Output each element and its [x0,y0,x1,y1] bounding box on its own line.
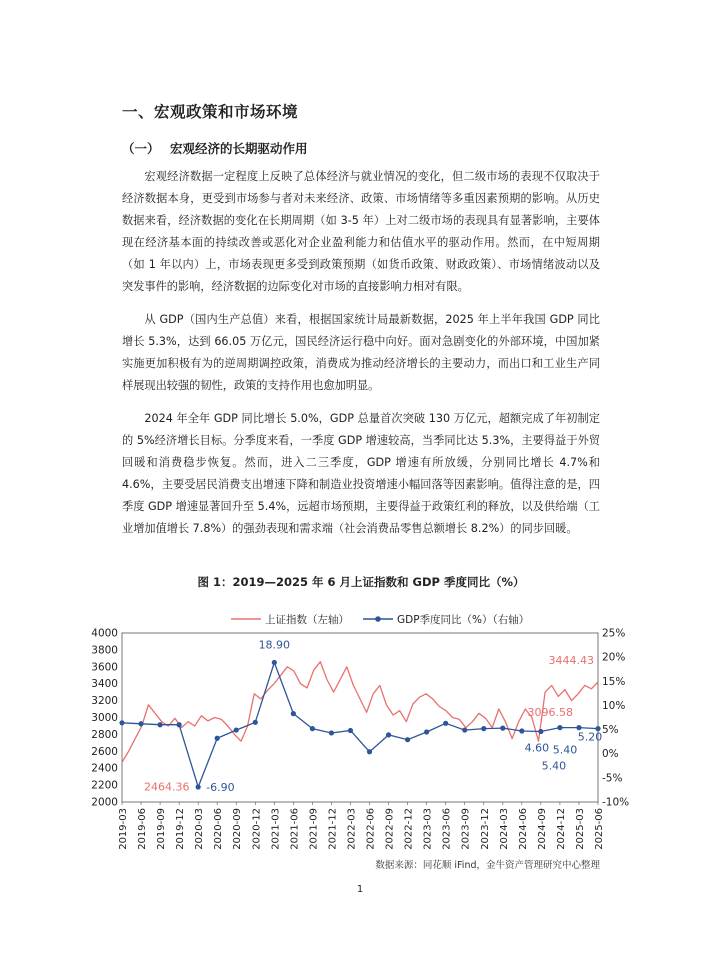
gdp-point [557,725,562,730]
x-axis-tick-label: 2021-06 [289,808,301,850]
x-axis-tick-label: 2019-06 [137,808,149,850]
x-axis-tick-label: 2023-09 [460,808,472,850]
subsection-number: （一） [122,141,160,156]
gdp-point [424,729,429,734]
gdp-point [500,726,505,731]
data-label: -6.90 [206,781,235,795]
right-axis-tick: 20% [602,651,626,664]
x-axis-tick-label: 2020-06 [213,808,225,850]
gdp-point [329,730,334,735]
right-axis-tick: 10% [602,699,626,712]
right-axis-tick: 15% [602,675,626,688]
gdp-point [272,660,277,665]
x-axis-tick-label: 2022-03 [346,808,358,850]
data-label: 5.40 [541,759,567,773]
left-axis-tick: 2800 [91,728,118,741]
gdp-point [538,729,543,734]
gdp-point [310,726,315,731]
subsection-title: 宏观经济的长期驱动作用 [170,141,308,156]
source-note: 数据来源：同花顺 iFind，金牛资产管理研究中心整理 [375,860,600,871]
left-axis-tick: 3000 [91,712,118,724]
x-axis-tick-label: 2023-12 [479,808,491,850]
paragraph-3: 2024 年全年 GDP 同比增长 5.0%，GDP 总量首次突破 130 万亿元，超额完成了年初制定的 5%经济增长目标。分季度来看，一季度 GDP 增速较高，当季同比达 5.3%，主要得益于外贸回暖和消费稳步恢复。然而，进入二三季度，GDP 增速有所放缓，分别同比增长 4.7%和 4.6%，主要受居民消费支出增速下降和制造业投资增速小幅回落等因素影响。值得注意的是，四季度 GDP 增速显著回升至 5.4%，远超市场预期，主要得益于政策红利的释放，以及供给端（工业增加值增长 7.8%）的强劲表现和需求端（社会消费品零售总额增长 8.2%）的同步回暖。 [122,412,600,535]
x-axis-tick-label: 2020-09 [232,808,244,850]
x-axis-tick-label: 2019-03 [118,808,129,850]
page-number: 1 [356,884,364,895]
gdp-point [196,784,201,789]
gdp-point [386,732,391,737]
gdp-point [348,728,353,733]
left-axis-tick: 3400 [91,678,118,691]
legend-marker-gdp [375,616,381,622]
gdp-point [138,721,143,726]
right-axis-tick: -10% [602,796,630,809]
gdp-point [443,721,448,726]
x-axis-tick-label: 2025-06 [594,808,605,850]
data-label: 18.90 [258,638,291,652]
left-axis-tick: 3200 [91,695,118,708]
subsection-heading [122,139,308,157]
gdp-point [481,726,486,731]
figure-title: 图 1：2019—2025 年 6 月上证指数和 GDP 季度同比（%） [197,575,525,589]
left-axis-tick: 4000 [91,627,118,640]
right-axis-tick: 25% [602,627,626,640]
right-axis-tick: -5% [602,772,623,785]
x-axis-tick-label: 2021-09 [308,808,320,850]
x-axis-tick-label: 2021-03 [270,808,282,850]
left-axis-tick: 3800 [91,644,118,657]
right-axis-tick: 5% [602,724,619,737]
x-axis-tick-label: 2024-06 [517,808,529,850]
gdp-point [576,725,581,730]
data-label: 4.60 [524,741,550,755]
left-axis-tick: 2000 [91,796,118,809]
x-axis-tick-label: 2024-03 [498,808,510,850]
x-axis-tick-label: 2021-12 [327,808,339,850]
x-axis-tick-label: 2024-09 [536,808,548,850]
left-axis-tick: 2200 [91,779,118,792]
left-axis-tick: 2400 [91,762,118,775]
left-axis-tick: 3600 [91,661,118,674]
x-axis-tick-label: 2022-06 [365,808,377,850]
x-axis-tick-label: 2019-09 [156,808,168,850]
x-axis-tick-label: 2023-03 [422,808,434,850]
legend-label-index: 上证指数（左轴） [265,614,349,626]
data-label: 5.40 [552,743,578,757]
gdp-point [462,727,467,732]
data-label: 2464.36 [144,780,190,794]
x-axis-tick-label: 2020-03 [194,808,206,850]
x-axis-tick-label: 2022-12 [403,808,415,850]
section-title: 一、宏观政策和市场环境 [122,103,299,121]
gdp-point [119,720,124,725]
gdp-point [215,736,220,741]
x-axis-tick-label: 2023-06 [441,808,453,850]
x-axis-tick-label: 2022-09 [384,808,396,850]
gdp-point [291,711,296,716]
gdp-point [253,720,258,725]
x-axis-tick-label: 2024-12 [555,808,567,850]
gdp-point [157,722,162,727]
gdp-point [405,737,410,742]
gdp-point [177,722,182,727]
x-axis-tick-label: 2025-03 [574,808,586,850]
x-axis-tick-label: 2019-12 [175,808,187,850]
data-label: 3444.43 [548,654,594,668]
gdp-point [234,727,239,732]
paragraph-2: 从 GDP（国内生产总值）来看，根据国家统计局最新数据，2025 年上半年我国 GDP 同比增长 5.3%，达到 66.05 万亿元，国民经济运行稳中向好。面对急剧变化的外部环境，中国加紧实施更加积极有为的逆周期调控政策，消费成为推动经济增长的主要动力，而出口和工业生产同样展现出较强的韧性，政策的支持作用也愈加明显。 [122,313,600,392]
right-axis-tick: 0% [602,748,619,761]
gdp-point [519,728,524,733]
line-chart [91,598,640,860]
gdp-point [367,749,372,754]
data-label: 5.20 [577,730,603,744]
data-label: 3096.58 [527,705,573,719]
x-axis-tick-label: 2020-12 [251,808,263,850]
legend-label-gdp: GDP季度同比（%）（右轴） [397,614,530,626]
paragraph-1: 宏观经济数据一定程度上反映了总体经济与就业情况的变化，但二级市场的表现不仅取决于经济数据本身，更受到市场参与者对未来经济、政策、市场情绪等多重因素预期的影响。从历史数据来看，经济数据的变化在长期周期（如 3-5 年）上对二级市场的表现具有显著影响，主要体现在经济基本面的持续改善或恶化对企业盈利能力和估值水平的驱动作用。然而，在中短周期（如 1 年以内）上，市场表现更多受到政策预期（如货币政策、财政政策）、市场情绪波动以及突发事件的影响，经济数据的边际变化对市场的直接影响力相对有限。 [122,170,600,293]
left-axis-tick: 2600 [91,745,118,758]
